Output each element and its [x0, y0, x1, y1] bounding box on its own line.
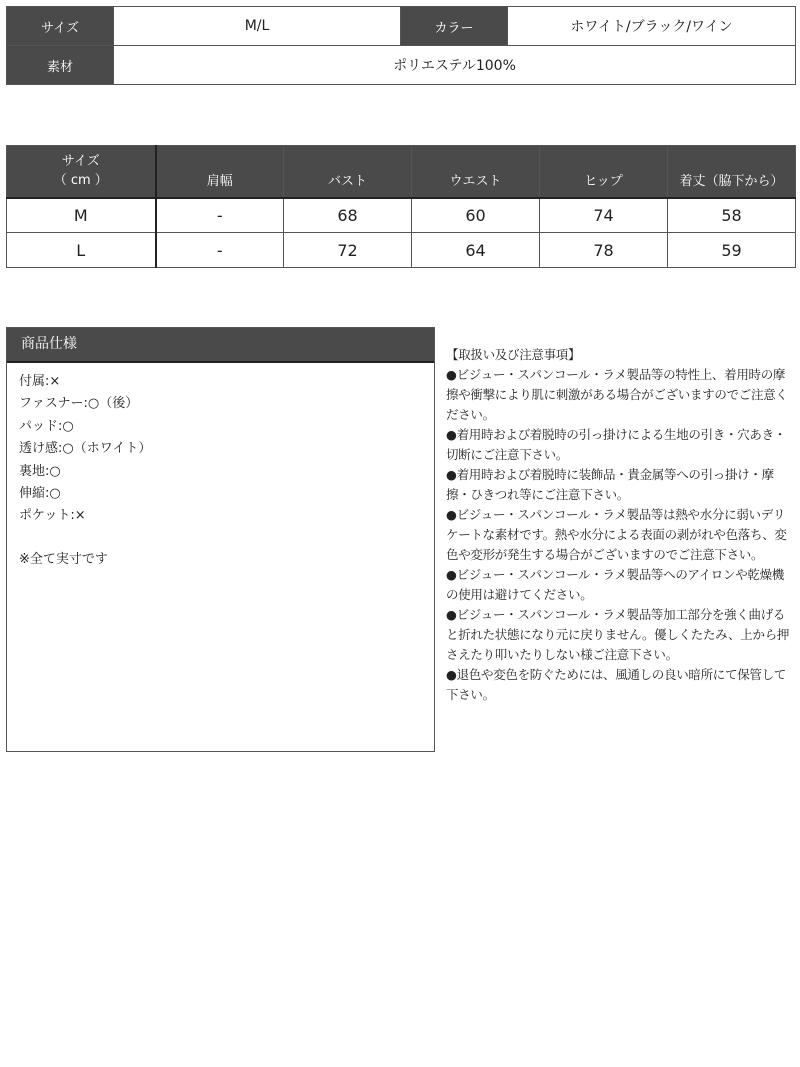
product-info-table [6, 6, 796, 85]
spec-item-zipper: ファスナー:○（後） [19, 396, 139, 412]
care-note-item: ●ビジュー・スパンコール・ラメ製品等の特性上、着用時の摩擦や衝撃により肌に刺激がある場合がございますのでご注意ください。 [446, 367, 788, 422]
size-cell: M [7, 198, 156, 233]
size-cell: L [7, 233, 156, 268]
spec-measurement-note: ※全て実寸です [19, 551, 108, 567]
length-cell: 58 [668, 198, 796, 233]
waist-cell: 60 [412, 198, 540, 233]
size-label: サイズ [7, 7, 114, 46]
info-row-size-color [7, 7, 796, 46]
spec-item-stretch: 伸縮:○ [19, 486, 61, 502]
length-header: 着丈（脇下から） [668, 146, 796, 198]
waist-cell: 64 [412, 233, 540, 268]
size-header-line1: サイズ [61, 154, 100, 170]
spec-item-accessory: 付属:× [19, 374, 61, 389]
care-note-item: ●ビジュー・スパンコール・ラメ製品等へのアイロンや乾燥機の使用は避けてください。 [446, 567, 785, 602]
length-cell: 59 [668, 233, 796, 268]
care-notes [446, 345, 794, 705]
shoulder-cell: - [156, 233, 284, 268]
hip-cell: 78 [540, 233, 668, 268]
info-row-material [7, 46, 796, 85]
spacer [19, 528, 434, 549]
care-notes-title: 【取扱い及び注意事項】 [446, 347, 581, 362]
care-note-item: ●着用時および着脱時の引っ掛けによる生地の引き・穴あき・切断にご注意下さい。 [446, 427, 787, 462]
waist-header: ウエスト [412, 146, 540, 198]
hip-header: ヒップ [540, 146, 668, 198]
care-note-item: ●着用時および着脱時に装飾品・貴金属等への引っ掛け・摩擦・ひきつれ等にご注意下さい。 [446, 467, 774, 502]
care-note-item: ●ビジュー・スパンコール・ラメ製品等加工部分を強く曲げると折れた状態になり元に戻りません。優しくたたみ、上から押さえたり叩いたりしない様ご注意下さい。 [446, 607, 790, 662]
shoulder-cell: - [156, 198, 284, 233]
spec-item-lining: 裏地:○ [19, 463, 61, 479]
table-row [7, 198, 796, 233]
table-row [7, 233, 796, 268]
spec-item-pad: パッド:○ [19, 418, 74, 434]
bust-cell: 68 [284, 198, 412, 233]
size-value: M/L [114, 7, 401, 46]
spec-list [7, 363, 434, 571]
size-chart-table [6, 145, 796, 268]
material-label: 素材 [7, 46, 114, 85]
size-header-unit: （ cm ） [53, 173, 108, 189]
care-note-item: ●退色や変色を防ぐためには、風通しの良い暗所にて保管して下さい。 [446, 667, 787, 702]
spec-item-pocket: ポケット:× [19, 508, 86, 524]
bust-cell: 72 [284, 233, 412, 268]
color-label: カラー [401, 7, 508, 46]
hip-cell: 74 [540, 198, 668, 233]
spec-title: 商品仕様 [7, 328, 434, 363]
size-column-header [7, 146, 156, 198]
care-note-item: ●ビジュー・スパンコール・ラメ製品等は熱や水分に弱いデリケートな素材です。熱や水分による表面の剥がれや色落ち、変色や変形が発生する場合がございますのでご注意下さい。 [446, 507, 787, 562]
size-chart-header-row [7, 146, 796, 198]
color-value: ホワイト/ブラック/ワイン [508, 7, 796, 46]
bust-header: バスト [284, 146, 412, 198]
spec-item-sheerness: 透け感:○（ホワイト） [19, 441, 152, 457]
shoulder-header: 肩幅 [156, 146, 284, 198]
product-spec-box [6, 327, 435, 752]
material-value: ポリエステル100% [114, 46, 796, 85]
